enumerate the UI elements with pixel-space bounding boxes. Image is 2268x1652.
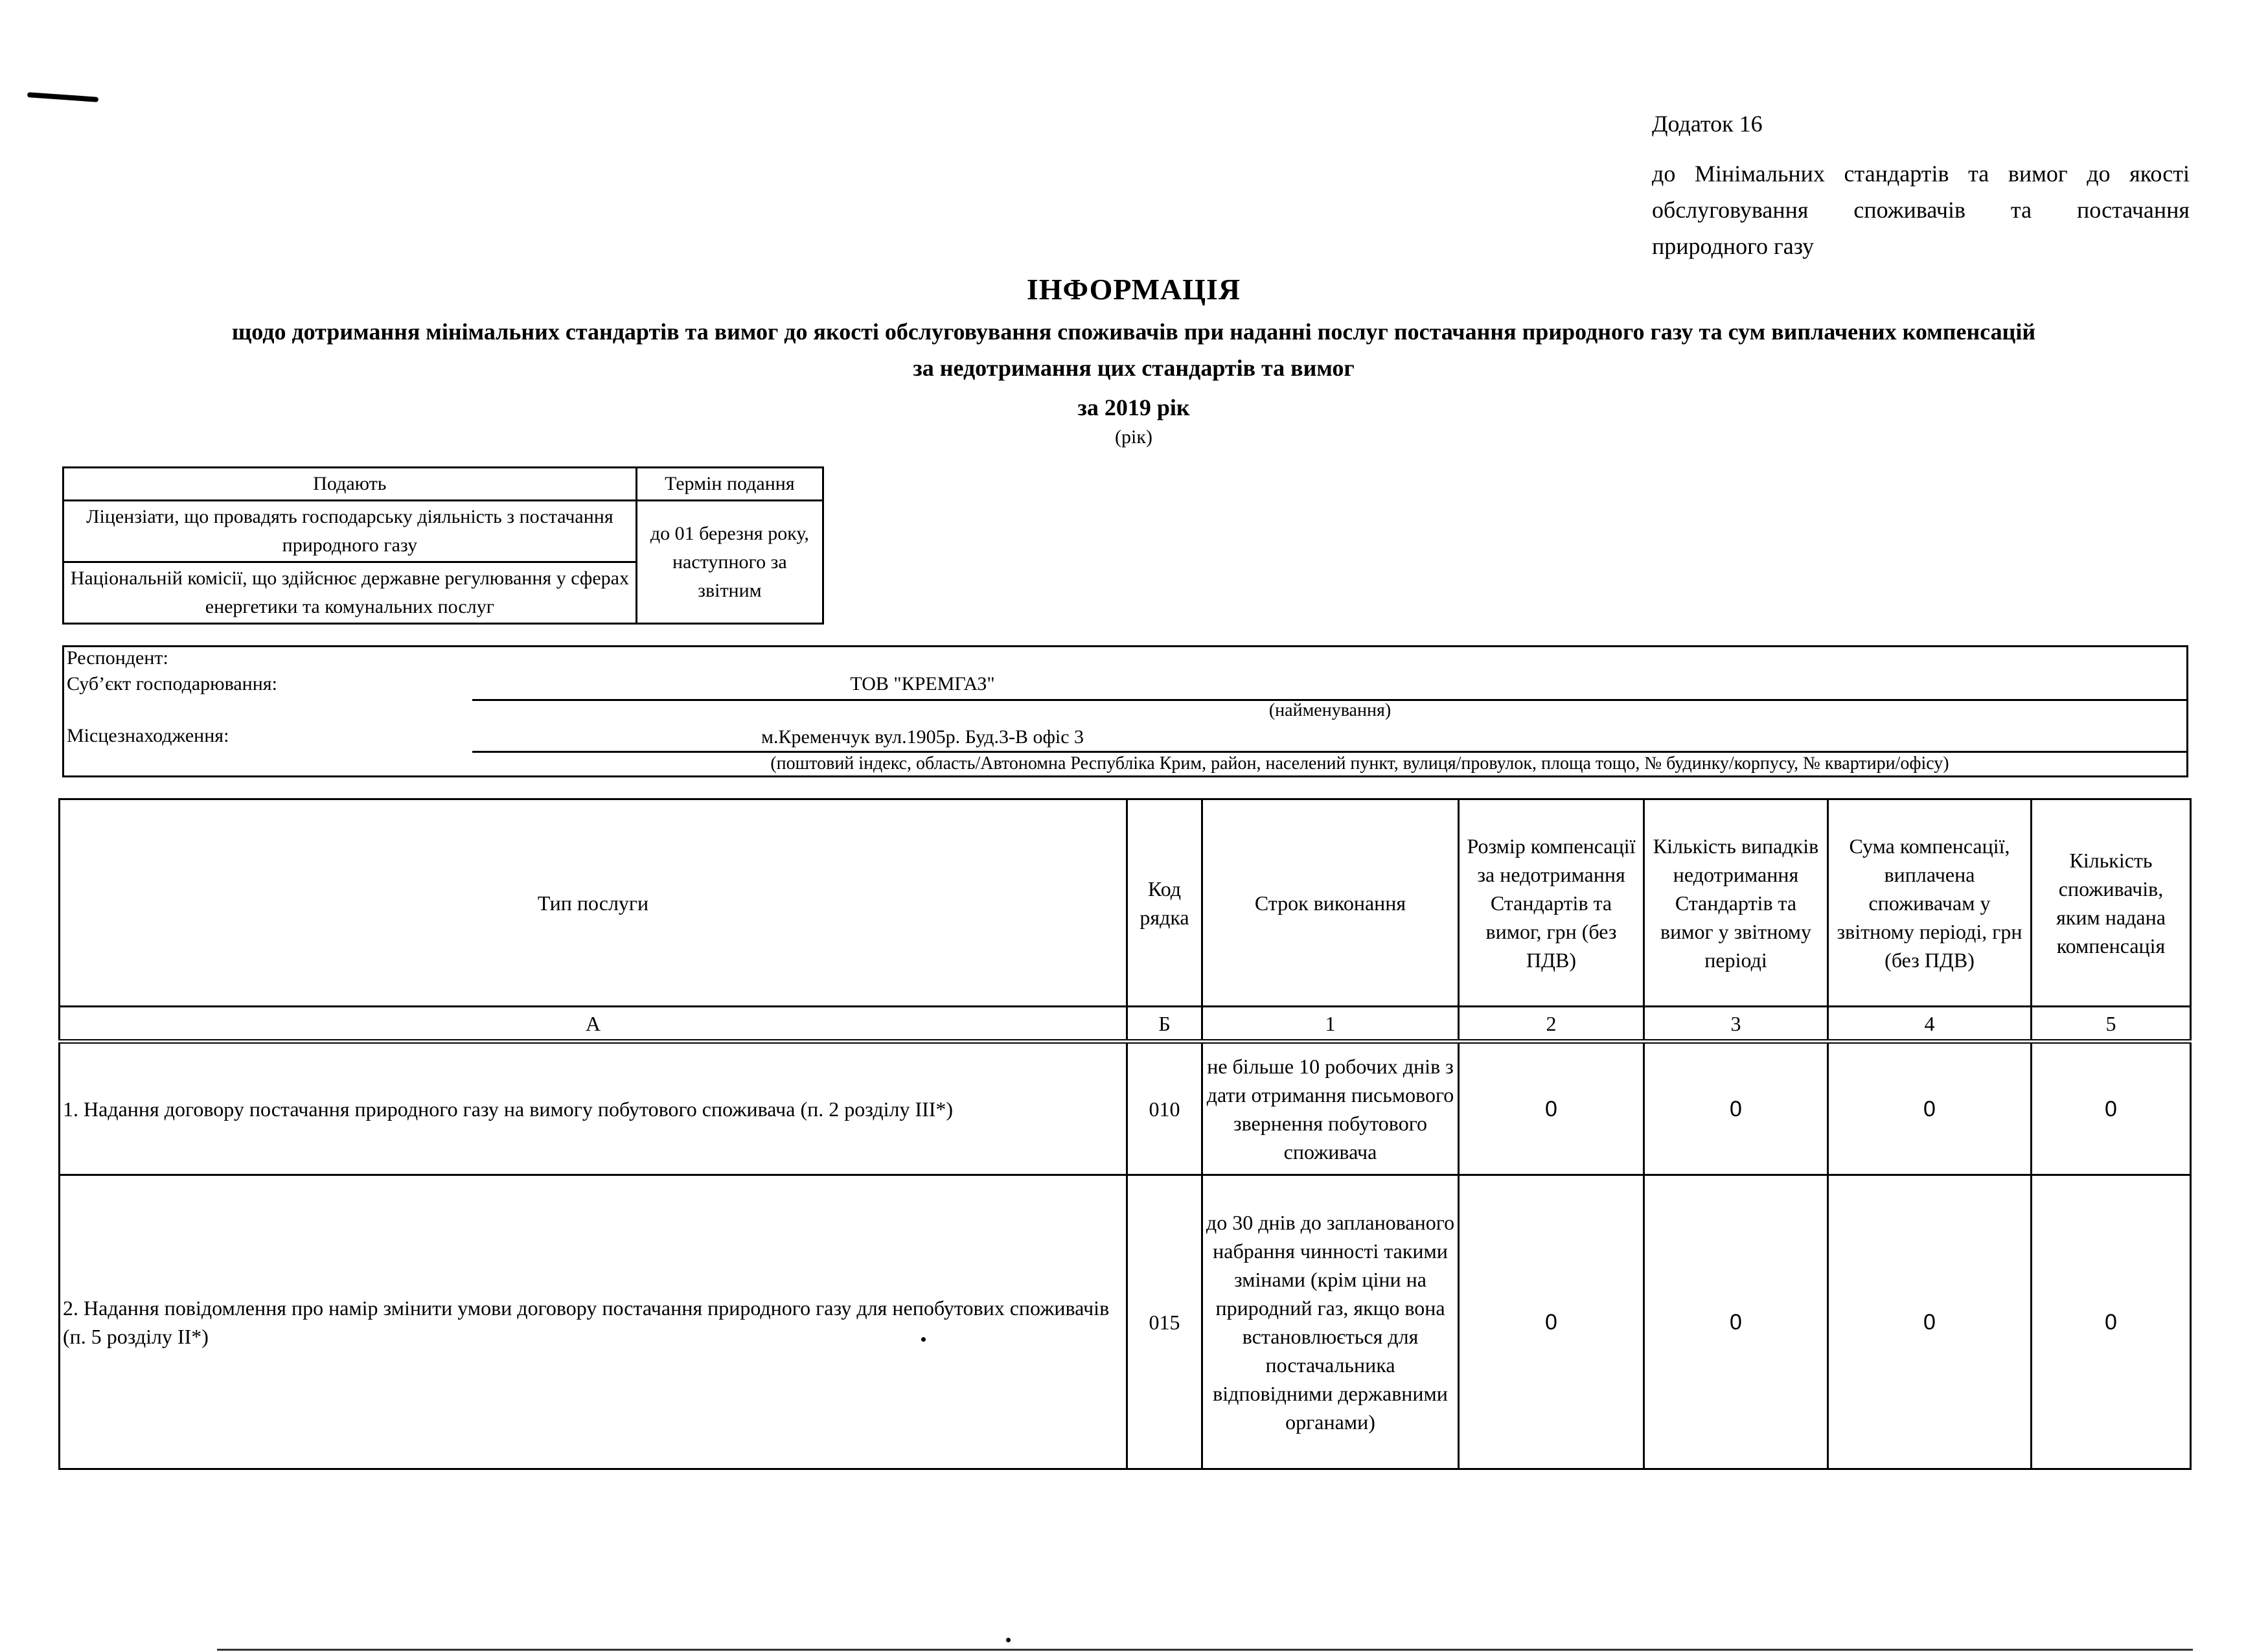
row-code-cell: 010 xyxy=(1127,1042,1202,1175)
document-title: ІНФОРМАЦІЯ xyxy=(1026,273,1241,306)
respondent-box xyxy=(62,645,2188,777)
scan-pen-mark xyxy=(27,92,98,102)
location-underline xyxy=(472,751,2188,753)
header-row xyxy=(60,799,2191,1007)
annex-title: Додаток 16 xyxy=(1652,111,1763,137)
compensation-size-cell: 0 xyxy=(1459,1042,1644,1175)
subtitle-line-2: за недотримання цих стандартів та вимог xyxy=(913,355,1355,381)
entity-label: Суб’єкт господарювання: xyxy=(67,673,277,694)
service-type-cell: 2. Надання повідомлення про намір змінити умови договору постачання природного газу для непобутових споживачів (п. 5 розділу ІІ*) xyxy=(60,1175,1127,1469)
deadline-cell: до 01 березня року, наступного за звітним xyxy=(636,501,823,624)
col-letter: Б xyxy=(1127,1007,1202,1042)
location-value: м.Кременчук вул.1905р. Буд.3-В офіс 3 xyxy=(761,726,1084,748)
respondent-label: Респондент: xyxy=(67,647,168,669)
col-header-term: Строк виконання xyxy=(1202,799,1459,1007)
col-letter: А xyxy=(60,1007,1127,1042)
column-letters-row xyxy=(60,1007,2191,1042)
submission-table xyxy=(62,466,824,625)
col-header-compensation-sum: Сума компенсації, виплачена споживачам у звітному періоді, грн (без ПДВ) xyxy=(1828,799,2032,1007)
subtitle-line-1: щодо дотримання мінімальних стандартів та вимог до якості обслуговування споживачів при наданні послуг постачання природного газу та сум виплачених компенсацій xyxy=(231,319,2036,345)
submitters-header: Подають xyxy=(63,468,637,501)
consumer-count-cell: 0 xyxy=(2032,1042,2191,1175)
col-header-compensation-size: Розмір компенсації за недотримання Стандартів та вимог, грн (без ПДВ) xyxy=(1459,799,1644,1007)
annex-text: до Мінімальних стандартів та вимог до якості обслуговування споживачів та постачання природного газу xyxy=(1652,161,2190,259)
main-table xyxy=(58,798,2192,1470)
page-bottom-line xyxy=(217,1649,2193,1651)
location-label: Місцезнаходження: xyxy=(67,725,229,746)
violation-count-cell: 0 xyxy=(1644,1042,1828,1175)
report-year-note: (рік) xyxy=(1115,426,1152,448)
submitters-cell: Ліцензіати, що провадять господарську діяльність з постачання природного газу xyxy=(63,501,637,562)
col-header-violation-count: Кількість випадків недотримання Стандартів та вимог у звітному періоді xyxy=(1644,799,1828,1007)
col-letter: 5 xyxy=(2032,1007,2191,1042)
row-code-cell: 015 xyxy=(1127,1175,1202,1469)
scan-dot xyxy=(1006,1638,1011,1642)
term-cell: не більше 10 робочих днів з дати отримання письмового звернення побутового споживача xyxy=(1202,1042,1459,1175)
col-letter: 3 xyxy=(1644,1007,1828,1042)
deadline-header: Термін подання xyxy=(636,468,823,501)
col-letter: 4 xyxy=(1828,1007,2032,1042)
compensation-sum-cell: 0 xyxy=(1828,1042,2032,1175)
location-note: (поштовий індекс, область/Автономна Республіка Крим, район, населений пункт, вулиця/провулок, площа тощо, № будинку/корпусу, № квартири/офісу) xyxy=(770,753,1949,774)
col-letter: 1 xyxy=(1202,1007,1459,1042)
service-type-cell: 1. Надання договору постачання природного газу на вимогу побутового споживача (п. 2 розділу ІІІ*) xyxy=(60,1042,1127,1175)
compensation-sum-cell: 0 xyxy=(1828,1175,2032,1469)
report-year: за 2019 рік xyxy=(1077,395,1190,420)
col-header-consumer-count: Кількість споживачів, яким надана компенсація xyxy=(2032,799,2191,1007)
consumer-count-cell: 0 xyxy=(2032,1175,2191,1469)
entity-value: ТОВ "КРЕМГАЗ" xyxy=(850,673,995,694)
compensation-size-cell: 0 xyxy=(1459,1175,1644,1469)
violation-count-cell: 0 xyxy=(1644,1175,1828,1469)
entity-note: (найменування) xyxy=(1268,700,1392,720)
document-subtitle xyxy=(39,314,2228,386)
table-row xyxy=(60,1175,2191,1469)
col-header-row-code: Код рядка xyxy=(1127,799,1202,1007)
table-row xyxy=(60,1042,2191,1175)
col-letter: 2 xyxy=(1459,1007,1644,1042)
recipient-cell: Національній комісії, що здійснює державне регулювання у сферах енергетики та комунальних послуг xyxy=(63,562,637,624)
col-header-service-type: Тип послуги xyxy=(60,799,1127,1007)
term-cell: до 30 днів до запланованого набрання чинності такими змінами (крім ціни на природний газ, якщо вона встановлюється для постачальника відповідними державними органами) xyxy=(1202,1175,1459,1469)
